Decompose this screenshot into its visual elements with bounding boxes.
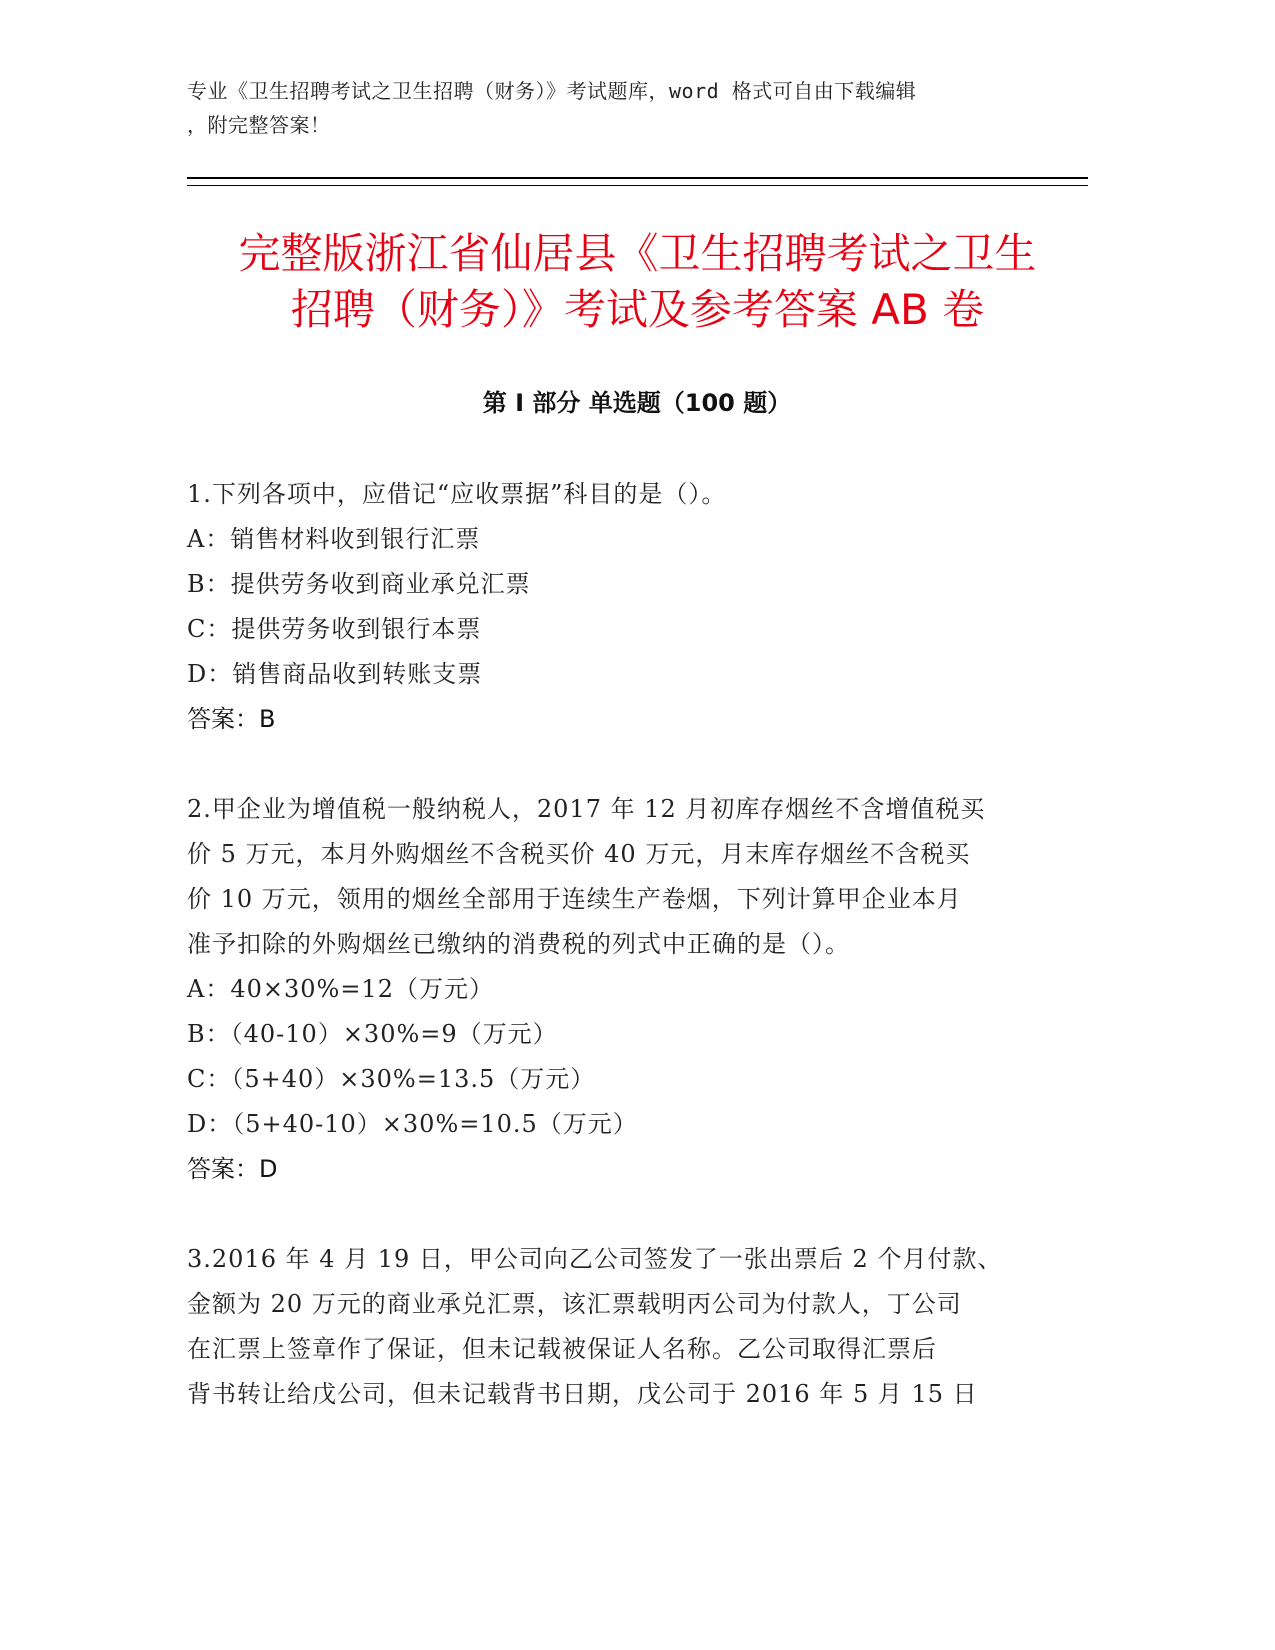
header-note-line-1: 专业《卫生招聘考试之卫生招聘（财务）》考试题库，word 格式可自由下载编辑: [187, 79, 917, 103]
document-title-line-1: 完整版浙江省仙居县《卫生招聘考试之卫生: [238, 229, 1037, 278]
question-stem-line: 3.2016 年 4 月 19 日，甲公司向乙公司签发了一张出票后 2 个月付款、: [187, 1245, 1003, 1273]
question-stem-line: 价 5 万元，本月外购烟丝不含税买价 40 万元，月末库存烟丝不含税买: [187, 840, 971, 868]
question-stem: 1.下列各项中，应借记“应收票据”科目的是（）。: [187, 480, 727, 508]
question-3: [187, 1237, 1082, 1417]
option-a: A：40×30%=12（万元）: [187, 975, 494, 1003]
option-d: D：销售商品收到转账支票: [187, 660, 483, 688]
header-rule-thick: [187, 177, 1088, 179]
option-d: D：（5+40-10）×30%=10.5（万元）: [187, 1110, 638, 1138]
option-c: C：（5+40）×30%=13.5（万元）: [187, 1065, 596, 1093]
header-note: [187, 74, 1087, 142]
question-stem-line: 准予扣除的外购烟丝已缴纳的消费税的列式中正确的是（）。: [187, 930, 850, 958]
header-note-line-2: ，附完整答案！: [187, 113, 331, 137]
question-1: [187, 472, 1082, 742]
question-stem-line: 价 10 万元，领用的烟丝全部用于连续生产卷烟，下列计算甲企业本月: [187, 885, 962, 913]
option-b: B：提供劳务收到商业承兑汇票: [187, 570, 531, 598]
section-title: 第 I 部分 单选题（100 题）: [482, 389, 792, 417]
answer: 答案：D: [187, 1155, 278, 1183]
question-stem-line: 背书转让给戊公司，但未记载背书日期，戊公司于 2016 年 5 月 15 日: [187, 1380, 978, 1408]
document-title-line-2: 招聘（财务）》考试及参考答案 AB 卷: [290, 285, 985, 334]
question-list: [187, 472, 1082, 1462]
answer: 答案：B: [187, 705, 276, 733]
option-c: C：提供劳务收到银行本票: [187, 615, 482, 643]
header-rule-thin: [187, 185, 1088, 186]
option-b: B：（40-10）×30%=9（万元）: [187, 1020, 558, 1048]
question-stem-line: 2.甲企业为增值税一般纳税人，2017 年 12 月初库存烟丝不含增值税买: [187, 795, 986, 823]
question-2: [187, 787, 1082, 1192]
option-a: A：销售材料收到银行汇票: [187, 525, 481, 553]
question-stem-line: 在汇票上签章作了保证，但未记载被保证人名称。乙公司取得汇票后: [187, 1335, 937, 1363]
document-title: [150, 226, 1125, 338]
question-stem-line: 金额为 20 万元的商业承兑汇票，该汇票载明丙公司为付款人，丁公司: [187, 1290, 962, 1318]
